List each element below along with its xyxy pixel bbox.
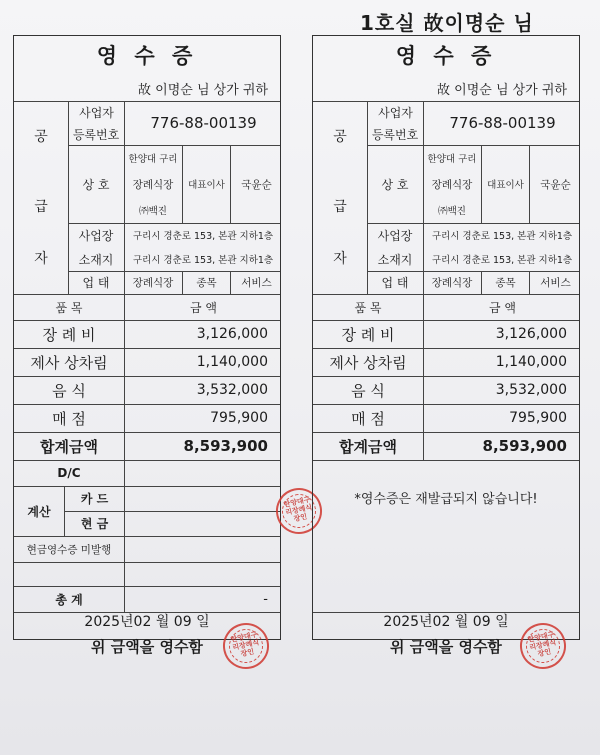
item-amount: 3,126,000	[124, 320, 282, 348]
receipt-attention: 故 이명순 님 상가 귀하	[138, 83, 268, 98]
total-label: 합계금액	[40, 437, 98, 456]
item-name: 장 례 비	[42, 325, 96, 344]
item-name: 제사 상차림	[329, 353, 407, 372]
dc-label: D/C	[57, 466, 81, 480]
business-no-label-1: 사업자	[68, 101, 124, 123]
company-label: 상 호	[381, 177, 409, 192]
business-no-label-1: 사업자	[367, 101, 423, 123]
address-1: 구리시 경춘로 153, 본관 지하1층	[431, 231, 573, 242]
item-kind-value: 서비스	[230, 271, 282, 294]
address-label-2: 소재지	[377, 252, 413, 267]
item-name: 장 례 비	[341, 325, 395, 344]
ceo-label: 대표이사	[481, 145, 529, 223]
supplier-label-2: 급	[34, 199, 48, 215]
item-amount: 795,900	[124, 404, 282, 432]
total-label: 합계금액	[339, 437, 397, 456]
supplier-label-1: 공	[333, 129, 347, 145]
total-amount: 8,593,900	[423, 432, 581, 460]
business-no-label-2: 등록번호	[371, 127, 419, 142]
address-label-1: 사업장	[78, 228, 114, 243]
company-name-2: 장례식장	[132, 178, 174, 191]
business-no-label-2: 등록번호	[72, 127, 120, 142]
ceo-label: 대표이사	[182, 145, 230, 223]
address-2: 구리시 경춘로 153, 본관 지하1층	[431, 255, 573, 266]
supplier-label-2: 급	[333, 199, 347, 215]
item-name: 음 식	[351, 381, 385, 400]
receipt-attention: 故 이명순 님 상가 귀하	[437, 83, 567, 98]
company-name-2: 장례식장	[431, 178, 473, 191]
grand-total-value: -	[124, 586, 282, 612]
address-label-1: 사업장	[377, 228, 413, 243]
item-name: 매 점	[52, 409, 86, 428]
address-label-2: 소재지	[78, 252, 114, 267]
item-amount: 1,140,000	[423, 348, 581, 376]
item-kind-label: 종목	[182, 271, 230, 294]
item-name: 음 식	[52, 381, 86, 400]
business-no-value: 776-88-00139	[423, 101, 581, 145]
no-reissue-note: *영수증은 재발급되지 않습니다!	[354, 492, 538, 507]
item-kind-value: 서비스	[529, 271, 581, 294]
supplier-label-1: 공	[34, 129, 48, 145]
room-label: 1호실 故이명순 님	[360, 11, 534, 35]
cash-receipt-label: 현금영수증 미발행	[26, 543, 112, 556]
item-amount: 3,532,000	[423, 376, 581, 404]
grand-total-label: 총 계	[55, 592, 83, 607]
item-amount: 3,532,000	[124, 376, 282, 404]
company-name-3: ㈜백진	[139, 206, 167, 217]
stamp-text: 한양대구리장례식장인	[230, 630, 260, 659]
item-amount: 3,126,000	[423, 320, 581, 348]
col-amount-header: 금 액	[124, 294, 282, 320]
date-right: 2025년02 월 09 일	[383, 614, 509, 630]
company-label: 상 호	[82, 177, 110, 192]
type-label: 업 태	[381, 276, 409, 290]
card-label: 카 드	[64, 486, 124, 511]
dc-value	[124, 460, 282, 486]
receipt-title: 영 수 증	[96, 44, 198, 68]
type-value: 장례식장	[431, 277, 473, 289]
item-name: 매 점	[351, 409, 385, 428]
item-kind-label: 종목	[481, 271, 529, 294]
supplier-label-3: 자	[333, 251, 347, 267]
business-no-value: 776-88-00139	[124, 101, 282, 145]
stamp-text: 한양대구리장례식장인	[527, 630, 557, 659]
col-amount-header: 금 액	[423, 294, 581, 320]
col-item-header: 품 목	[354, 300, 382, 315]
payment-label: 계산	[27, 504, 51, 519]
total-amount: 8,593,900	[124, 432, 282, 460]
company-name-1: 한양대 구리	[128, 154, 178, 165]
company-name-3: ㈜백진	[438, 206, 466, 217]
item-amount: 1,140,000	[124, 348, 282, 376]
item-name: 제사 상차림	[30, 353, 108, 372]
item-amount: 795,900	[423, 404, 581, 432]
supplier-label-3: 자	[34, 251, 48, 267]
cash-label: 현 금	[64, 511, 124, 536]
ceo-name: 국윤순	[230, 145, 282, 223]
confirm-text-right: 위 금액을 영수함	[390, 638, 502, 656]
confirm-text-left: 위 금액을 영수함	[91, 638, 203, 656]
receipt-right	[312, 35, 580, 640]
type-label: 업 태	[82, 276, 110, 290]
receipt-title: 영 수 증	[395, 44, 497, 68]
company-name-1: 한양대 구리	[427, 154, 477, 165]
type-value: 장례식장	[132, 277, 174, 289]
address-1: 구리시 경춘로 153, 본관 지하1층	[132, 231, 274, 242]
address-2: 구리시 경춘로 153, 본관 지하1층	[132, 255, 274, 266]
receipt-left	[13, 35, 281, 640]
col-item-header: 품 목	[55, 300, 83, 315]
date-left: 2025년02 월 09 일	[84, 614, 210, 630]
stamp-text: 한양대구리장례식장인	[283, 495, 313, 524]
ceo-name: 국윤순	[529, 145, 581, 223]
